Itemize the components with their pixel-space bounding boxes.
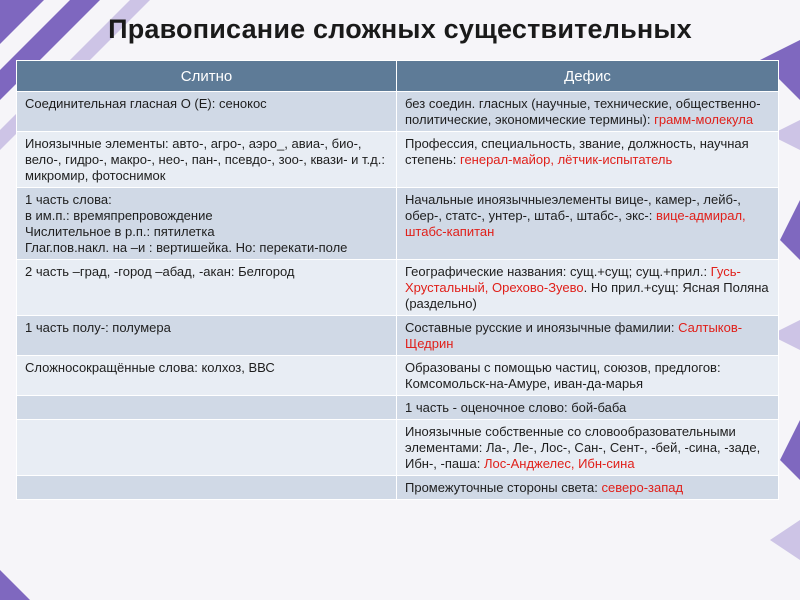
cell-hyphen — [397, 188, 779, 260]
spelling-rules-table — [16, 60, 779, 500]
cell-solid — [17, 260, 397, 316]
cell-text: 2 часть –град, -город –абад, -акан: Белгород — [25, 264, 295, 279]
cell-text: . Но прил.+сущ: Ясная Поляна (раздельно) — [405, 280, 769, 311]
cell-text: Образованы с помощью частиц, союзов, предлогов: Комсомольск-на-Амуре, иван-да-марья — [405, 360, 721, 391]
header-solid: Слитно — [17, 61, 397, 92]
cell-hyphen — [397, 476, 779, 500]
cell-text: в им.п.: времяпрепровождение — [25, 208, 213, 223]
example-highlight: северо-запад — [601, 480, 684, 495]
cell-solid — [17, 92, 397, 132]
cell-text: Глаг.пов.накл. на –и : вертишейка. Но: перекати-поле — [25, 240, 348, 255]
cell-solid — [17, 356, 397, 396]
cell-solid — [17, 396, 397, 420]
cell-hyphen — [397, 132, 779, 188]
cell-hyphen — [397, 92, 779, 132]
cell-text: Географические названия: сущ.+сущ; сущ.+прил.: — [405, 264, 711, 279]
cell-hyphen — [397, 356, 779, 396]
cell-text: Соединительная гласная О (Е): сенокос — [25, 96, 267, 111]
table-row — [17, 316, 779, 356]
cell-text: Промежуточные стороны света: — [405, 480, 602, 495]
table-row — [17, 356, 779, 396]
cell-text: Сложносокращённые слова: колхоз, ВВС — [25, 360, 275, 375]
cell-hyphen — [397, 396, 779, 420]
header-hyphen: Дефис — [397, 61, 779, 92]
table-row — [17, 92, 779, 132]
cell-hyphen — [397, 260, 779, 316]
example-highlight: грамм-молекула — [654, 112, 754, 127]
cell-text: 1 часть полу-: полумера — [25, 320, 171, 335]
cell-text: Иноязычные элементы: авто-, агро-, аэро_, авиа-, био-, вело-, гидро-, макро-, нео-, пан-, псевдо-, зоо-, квази- и т.д.: микромир, фотоснимок — [25, 136, 385, 183]
table-row — [17, 260, 779, 316]
cell-text: без соедин. гласных (научные, технические, общественно-политические, экономические термины): — [405, 96, 761, 127]
example-highlight: Салтыков-Щедрин — [405, 320, 743, 351]
table-header-row — [17, 61, 779, 92]
cell-text: Начальные иноязычныеэлементы вице-, камер-, лейб-, обер-, статс-, унтер-, штаб-, штабс-, экс-: — [405, 192, 741, 223]
cell-hyphen — [397, 420, 779, 476]
cell-solid — [17, 132, 397, 188]
example-highlight: Лос-Анджелес, Ибн-сина — [484, 456, 635, 471]
example-highlight: вице-адмирал, штабс-капитан — [405, 208, 746, 239]
example-highlight: генерал-майор, лётчик-испытатель — [459, 152, 673, 167]
cell-solid — [17, 476, 397, 500]
table-row — [17, 476, 779, 500]
example-highlight: Гусь-Хрустальный, Орехово-Зуево — [405, 264, 741, 295]
table-row — [17, 132, 779, 188]
cell-solid — [17, 188, 397, 260]
table-row — [17, 396, 779, 420]
cell-text: Числительное в р.п.: пятилетка — [25, 224, 215, 239]
cell-text: Профессия, специальность, звание, должность, научная степень: — [405, 136, 749, 167]
cell-text: 1 часть слова: — [25, 192, 112, 207]
cell-solid — [17, 316, 397, 356]
cell-text: 1 часть - оценочное слово: бой-баба — [405, 400, 627, 415]
table-row — [17, 420, 779, 476]
cell-text: Иноязычные собственные со словообразовательными элементами: Ла-, Ле-, Лос-, Сан-, Сент-, -бей, -сина, -заде, Ибн-, -паша: — [405, 424, 761, 471]
cell-hyphen — [397, 316, 779, 356]
page-title: Правописание сложных существительных — [108, 14, 692, 44]
table-row — [17, 188, 779, 260]
cell-text: Составные русские и иноязычные фамилии: — [405, 320, 679, 335]
cell-solid — [17, 420, 397, 476]
